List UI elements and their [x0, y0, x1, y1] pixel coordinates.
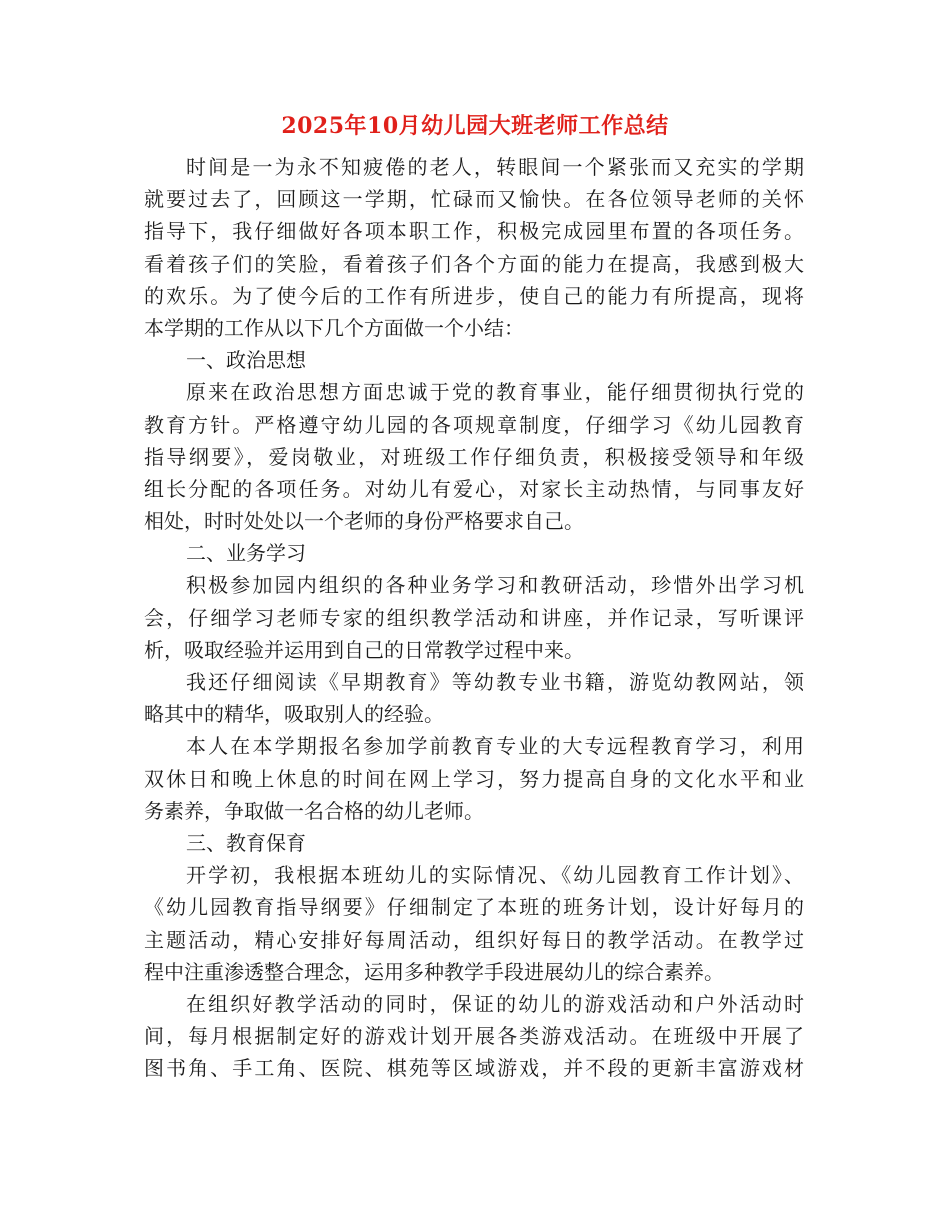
- text-line: 《幼儿园教育指导纲要》仔细制定了本班的班务计划，设计好每月的: [144, 895, 804, 920]
- text-line: 看着孩子们的笑脸，看着孩子们各个方面的能力在提高，我感到极大: [144, 251, 804, 276]
- text-line: 本人在本学期报名参加学前教育专业的大专远程教育学习，利用: [186, 734, 804, 759]
- text-line: 指导纲要》，爱岗敬业，对班级工作仔细负责，积极接受领导和年级: [144, 444, 804, 469]
- document-body: [144, 151, 804, 1084]
- text-line: 略其中的精华，吸取别人的经验。: [144, 702, 444, 727]
- text-line: 主题活动，精心安排好每周活动，组织好每日的教学活动。在教学过: [144, 927, 804, 952]
- text-line: 双休日和晚上休息的时间在网上学习，努力提高自身的文化水平和业: [144, 766, 804, 791]
- text-line: 务素养，争取做一名合格的幼儿老师。: [144, 798, 484, 823]
- text-line: 二、业务学习: [186, 541, 306, 566]
- text-line: 组长分配的各项任务。对幼儿有爱心，对家长主动热情，与同事友好: [144, 476, 804, 501]
- text-line: 的欢乐。为了使今后的工作有所进步，使自己的能力有所提高，现将: [144, 283, 804, 308]
- text-line: 间，每月根据制定好的游戏计划开展各类游戏活动。在班级中开展了: [144, 1024, 804, 1049]
- text-line: 在组织好教学活动的同时，保证的幼儿的游戏活动和户外活动时: [186, 991, 804, 1016]
- text-line: 指导下，我仔细做好各项本职工作，积极完成园里布置的各项任务。: [144, 219, 804, 244]
- text-line: 三、教育保育: [186, 830, 306, 855]
- text-line: 教育方针。严格遵守幼儿园的各项规章制度，仔细学习《幼儿园教育: [144, 412, 804, 437]
- text-line: 会，仔细学习老师专家的组织教学活动和讲座，并作记录，写听课评: [144, 605, 804, 630]
- text-line: 析，吸取经验并运用到自己的日常教学过程中来。: [144, 637, 584, 662]
- text-line: 时间是一为永不知疲倦的老人，转眼间一个紧张而又充实的学期: [186, 155, 804, 179]
- text-line: 积极参加园内组织的各种业务学习和教研活动，珍惜外出学习机: [186, 573, 804, 598]
- text-line: 程中注重渗透整合理念，运用多种教学手段进展幼儿的综合素养。: [144, 959, 724, 984]
- text-line: 相处，时时处处以一个老师的身份严格要求自己。: [144, 509, 584, 534]
- text-line: 图书角、手工角、医院、棋苑等区域游戏，并不段的更新丰富游戏材: [144, 1056, 804, 1081]
- text-line: 原来在政治思想方面忠诚于党的教育事业，能仔细贯彻执行党的: [186, 380, 804, 405]
- text-line: 开学初，我根据本班幼儿的实际情况、《幼儿园教育工作计划》、: [186, 863, 804, 888]
- text-line: 本学期的工作从以下几个方面做一个小结：: [144, 315, 524, 340]
- text-line: 一、政治思想: [186, 348, 306, 373]
- text-line: 我还仔细阅读《早期教育》等幼教专业书籍，游览幼教网站，领: [186, 670, 804, 694]
- document-title: 2025年10月幼儿园大班老师工作总结: [281, 113, 669, 139]
- text-line: 就要过去了，回顾这一学期，忙碌而又愉快。在各位领导老师的关怀: [144, 187, 804, 212]
